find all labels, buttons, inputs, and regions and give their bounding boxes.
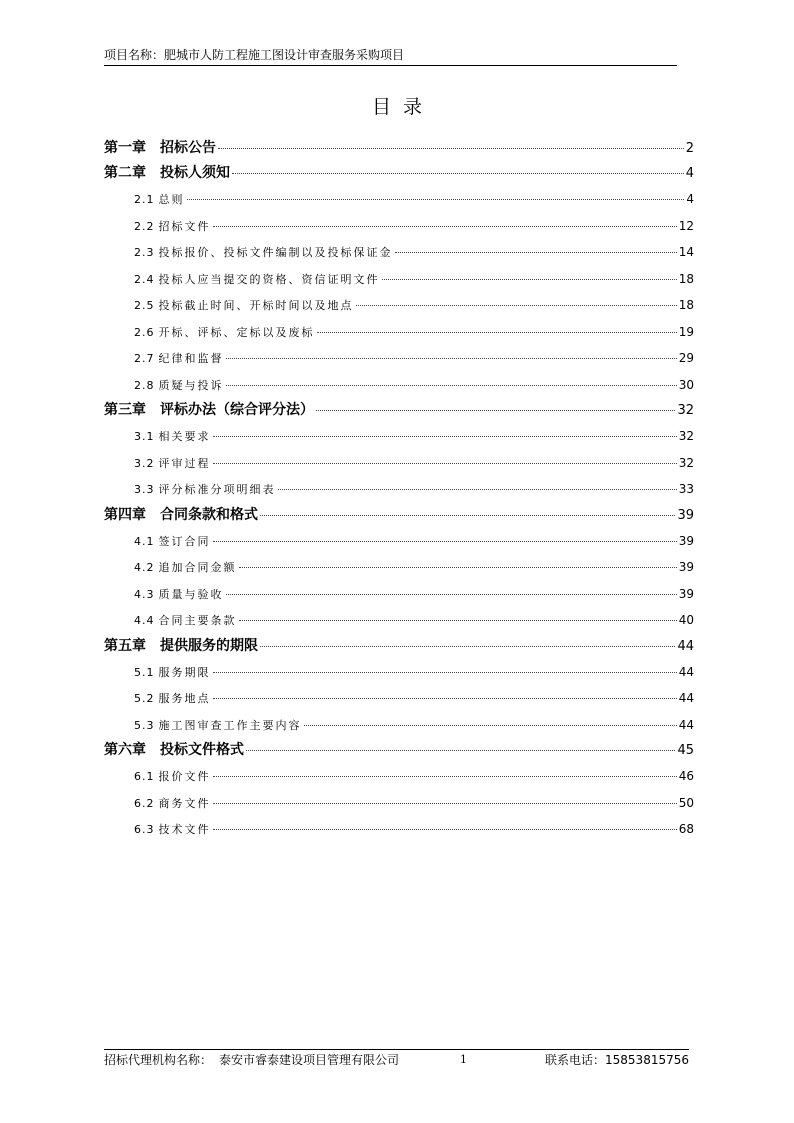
- toc-chapter-entry[interactable]: [104, 738, 694, 763]
- toc-entry-label: [134, 582, 224, 609]
- toc-leader-dots: [213, 436, 677, 437]
- toc-chapter-entry[interactable]: [104, 161, 694, 186]
- toc-leader-dots: [382, 279, 677, 280]
- toc-entry-number: 2.7: [134, 352, 155, 365]
- toc-entry-number: 第四章: [104, 506, 146, 523]
- toc-entry-label: [134, 320, 315, 347]
- toc-entry-number: 第二章: [104, 165, 146, 181]
- page-header: [104, 47, 677, 66]
- toc-entry-label: [134, 451, 211, 478]
- toc-entry-text: 商务文件: [158, 796, 211, 810]
- toc-entry-text: 投标截止时间、开标时间以及地点: [158, 299, 354, 312]
- toc-section-entry[interactable]: [104, 581, 694, 608]
- toc-leader-dots: [260, 646, 675, 647]
- page-footer: [104, 1049, 689, 1067]
- toc-section-entry[interactable]: [104, 685, 694, 712]
- toc-entry-number: 2.5: [134, 299, 155, 312]
- toc-entry-label: [104, 136, 216, 161]
- toc-entry-number: 4.3: [134, 587, 155, 601]
- toc-leader-dots: [316, 410, 675, 411]
- toc-entry-text: 招标公告: [160, 140, 216, 156]
- toc-entry-number: 6.1: [134, 770, 155, 783]
- toc-section-entry[interactable]: [104, 816, 694, 843]
- toc-section-entry[interactable]: [104, 372, 694, 399]
- toc-entry-number: 4.4: [134, 614, 155, 627]
- toc-entry-label: [134, 267, 380, 294]
- toc-section-entry[interactable]: [104, 319, 694, 346]
- footer-agency-name: 泰安市睿泰建设项目管理有限公司: [219, 1053, 400, 1067]
- toc-entry-number: 第六章: [104, 742, 146, 758]
- toc-entry-label: [134, 817, 211, 844]
- toc-entry-text: 技术文件: [158, 823, 211, 836]
- toc-page-number: 2: [685, 141, 694, 156]
- toc-section-entry[interactable]: [104, 423, 694, 450]
- toc-entry-text: 报价文件: [158, 770, 211, 783]
- toc-leader-dots: [213, 829, 677, 830]
- toc-section-entry[interactable]: [104, 450, 694, 477]
- toc-page-number: 4: [685, 166, 694, 181]
- toc-entry-text: 评分标准分项明细表: [158, 483, 276, 496]
- toc-section-entry[interactable]: [104, 712, 694, 739]
- toc-entry-text: 签订合同: [158, 534, 211, 548]
- toc-section-entry[interactable]: [104, 213, 694, 240]
- toc-entry-number: 2.3: [134, 246, 155, 259]
- toc-entry-text: 追加合同金额: [158, 561, 237, 574]
- toc-page-number: 4: [686, 192, 694, 206]
- toc-page-number: 44: [678, 691, 694, 705]
- toc-page-number: 29: [678, 351, 694, 365]
- toc-entry-number: 6.3: [134, 823, 155, 836]
- toc-chapter-entry[interactable]: [104, 634, 694, 659]
- toc-page-number: 18: [678, 298, 694, 312]
- toc-entry-text: 服务地点: [158, 692, 211, 705]
- toc-page-number: 50: [678, 795, 694, 810]
- toc-entry-number: 4.1: [134, 534, 155, 548]
- toc-entry-label: [134, 791, 211, 818]
- toc-page-number: 32: [678, 455, 694, 470]
- toc-entry-label: [134, 529, 211, 556]
- toc-section-entry[interactable]: [104, 659, 694, 686]
- toc-leader-dots: [246, 750, 675, 751]
- toc-leader-dots: [213, 698, 677, 699]
- toc-entry-number: 2.4: [134, 272, 155, 286]
- toc-entry-number: 第五章: [104, 637, 146, 654]
- toc-entry-number: 第一章: [104, 140, 146, 156]
- toc-entry-label: [134, 240, 393, 267]
- toc-entry-label: [104, 398, 314, 423]
- toc-entry-number: 3.2: [134, 456, 155, 470]
- toc-entry-label: [134, 293, 354, 320]
- footer-page-number: 1: [460, 1053, 467, 1066]
- toc-entry-label: [134, 555, 237, 582]
- toc-entry-label: [104, 738, 244, 763]
- toc-page-number: 44: [677, 638, 694, 654]
- toc-section-entry[interactable]: [104, 345, 694, 372]
- toc-page-number: 30: [678, 377, 694, 392]
- toc-entry-number: 2.8: [134, 378, 155, 392]
- toc-entry-label: [134, 424, 211, 451]
- toc-section-entry[interactable]: [104, 763, 694, 790]
- table-of-contents: [104, 136, 694, 843]
- toc-entry-label: [134, 608, 237, 635]
- toc-page-number: 40: [678, 613, 694, 627]
- toc-leader-dots: [260, 515, 675, 516]
- toc-leader-dots: [304, 725, 677, 726]
- toc-page-number: 39: [677, 507, 694, 523]
- toc-section-entry[interactable]: [104, 239, 694, 266]
- toc-entry-number: 2.6: [134, 325, 155, 339]
- toc-page-number: 46: [678, 769, 694, 783]
- toc-leader-dots: [213, 803, 677, 804]
- toc-leader-dots: [226, 385, 677, 386]
- toc-section-entry[interactable]: [104, 790, 694, 817]
- toc-leader-dots: [213, 776, 677, 777]
- toc-entry-text: 纪律和监督: [158, 352, 224, 365]
- toc-entry-text: 总则: [158, 193, 185, 206]
- toc-entry-label: [134, 686, 211, 713]
- toc-entry-text: 开标、评标、定标以及废标: [158, 325, 315, 339]
- toc-entry-label: [104, 634, 258, 659]
- toc-page-number: 33: [678, 482, 694, 496]
- toc-page-number: 19: [678, 324, 694, 339]
- toc-page-number: 32: [677, 403, 694, 418]
- toc-entry-number: 4.2: [134, 561, 155, 574]
- toc-section-entry[interactable]: [104, 266, 694, 293]
- toc-leader-dots: [226, 358, 677, 359]
- toc-entry-text: 评审过程: [158, 456, 211, 470]
- toc-entry-number: 6.2: [134, 796, 155, 810]
- toc-page-number: 68: [678, 822, 694, 836]
- toc-entry-text: 投标人须知: [160, 165, 230, 181]
- toc-entry-text: 质疑与投诉: [158, 378, 224, 392]
- toc-section-entry[interactable]: [104, 554, 694, 581]
- toc-chapter-entry[interactable]: [104, 503, 694, 528]
- toc-leader-dots: [213, 463, 677, 464]
- toc-entry-text: 合同条款和格式: [160, 506, 258, 523]
- toc-leader-dots: [226, 594, 677, 595]
- toc-page-number: 14: [678, 245, 694, 259]
- toc-entry-text: 合同主要条款: [158, 614, 237, 627]
- toc-entry-text: 招标文件: [158, 219, 211, 233]
- toc-page-number: 39: [678, 533, 694, 548]
- toc-leader-dots: [395, 252, 677, 253]
- toc-entry-number: 2.2: [134, 219, 155, 233]
- toc-section-entry[interactable]: [104, 607, 694, 634]
- toc-leader-dots: [278, 489, 677, 490]
- toc-entry-label: [134, 660, 211, 687]
- toc-entry-label: [134, 346, 224, 373]
- footer-agency-label: 招标代理机构名称：: [104, 1053, 213, 1067]
- toc-leader-dots: [213, 541, 677, 542]
- toc-section-entry[interactable]: [104, 292, 694, 319]
- toc-entry-label: [134, 373, 224, 400]
- toc-entry-label: [134, 764, 211, 791]
- toc-chapter-entry[interactable]: [104, 136, 694, 161]
- toc-entry-text: 施工图审查工作主要内容: [158, 718, 302, 732]
- footer-contact-phone: 联系电话：15853815756: [545, 1053, 689, 1067]
- toc-entry-number: 2.1: [134, 193, 155, 206]
- toc-section-entry[interactable]: [104, 476, 694, 503]
- toc-entry-label: [104, 161, 230, 186]
- toc-leader-dots: [213, 226, 677, 227]
- header-project-name: 项目名称：肥城市人防工程施工图设计审查服务采购项目: [104, 48, 405, 62]
- toc-entry-text: 提供服务的期限: [160, 637, 258, 654]
- toc-leader-dots: [187, 199, 685, 200]
- toc-leader-dots: [356, 305, 677, 306]
- toc-entry-text: 质量与验收: [158, 587, 224, 601]
- toc-page-number: 44: [678, 717, 694, 732]
- toc-entry-number: 3.3: [134, 483, 155, 496]
- toc-entry-text: 投标报价、投标文件编制以及投标保证金: [158, 246, 393, 259]
- toc-section-entry[interactable]: [104, 186, 694, 213]
- page-title: 目录: [371, 96, 434, 118]
- toc-entry-number: 3.1: [134, 430, 155, 443]
- toc-leader-dots: [239, 567, 677, 568]
- toc-page-number: 32: [678, 429, 694, 443]
- toc-entry-text: 投标人应当提交的资格、资信证明文件: [158, 272, 380, 286]
- toc-entry-text: 评标办法（综合评分法）: [160, 402, 314, 418]
- toc-page-number: 44: [678, 664, 694, 679]
- toc-page-number: 12: [678, 218, 694, 233]
- toc-entry-label: [134, 214, 211, 241]
- toc-chapter-entry[interactable]: [104, 398, 694, 423]
- toc-leader-dots: [239, 620, 677, 621]
- toc-entry-text: 服务期限: [158, 665, 211, 679]
- toc-entry-label: [134, 187, 185, 214]
- toc-page-number: 39: [678, 586, 694, 601]
- toc-leader-dots: [317, 332, 677, 333]
- toc-entry-label: [134, 713, 302, 740]
- toc-page-number: 45: [677, 743, 694, 758]
- toc-entry-number: 5.3: [134, 718, 155, 732]
- toc-entry-number: 5.1: [134, 665, 155, 679]
- toc-entry-text: 相关要求: [158, 430, 211, 443]
- toc-page-number: 39: [678, 560, 694, 574]
- toc-entry-number: 第三章: [104, 402, 146, 418]
- toc-section-entry[interactable]: [104, 528, 694, 555]
- toc-entry-number: 5.2: [134, 692, 155, 705]
- toc-leader-dots: [213, 672, 677, 673]
- toc-entry-label: [104, 503, 258, 528]
- toc-page-number: 18: [678, 271, 694, 286]
- toc-leader-dots: [218, 148, 684, 149]
- toc-entry-text: 投标文件格式: [160, 742, 244, 758]
- toc-leader-dots: [232, 173, 684, 174]
- toc-entry-label: [134, 477, 276, 504]
